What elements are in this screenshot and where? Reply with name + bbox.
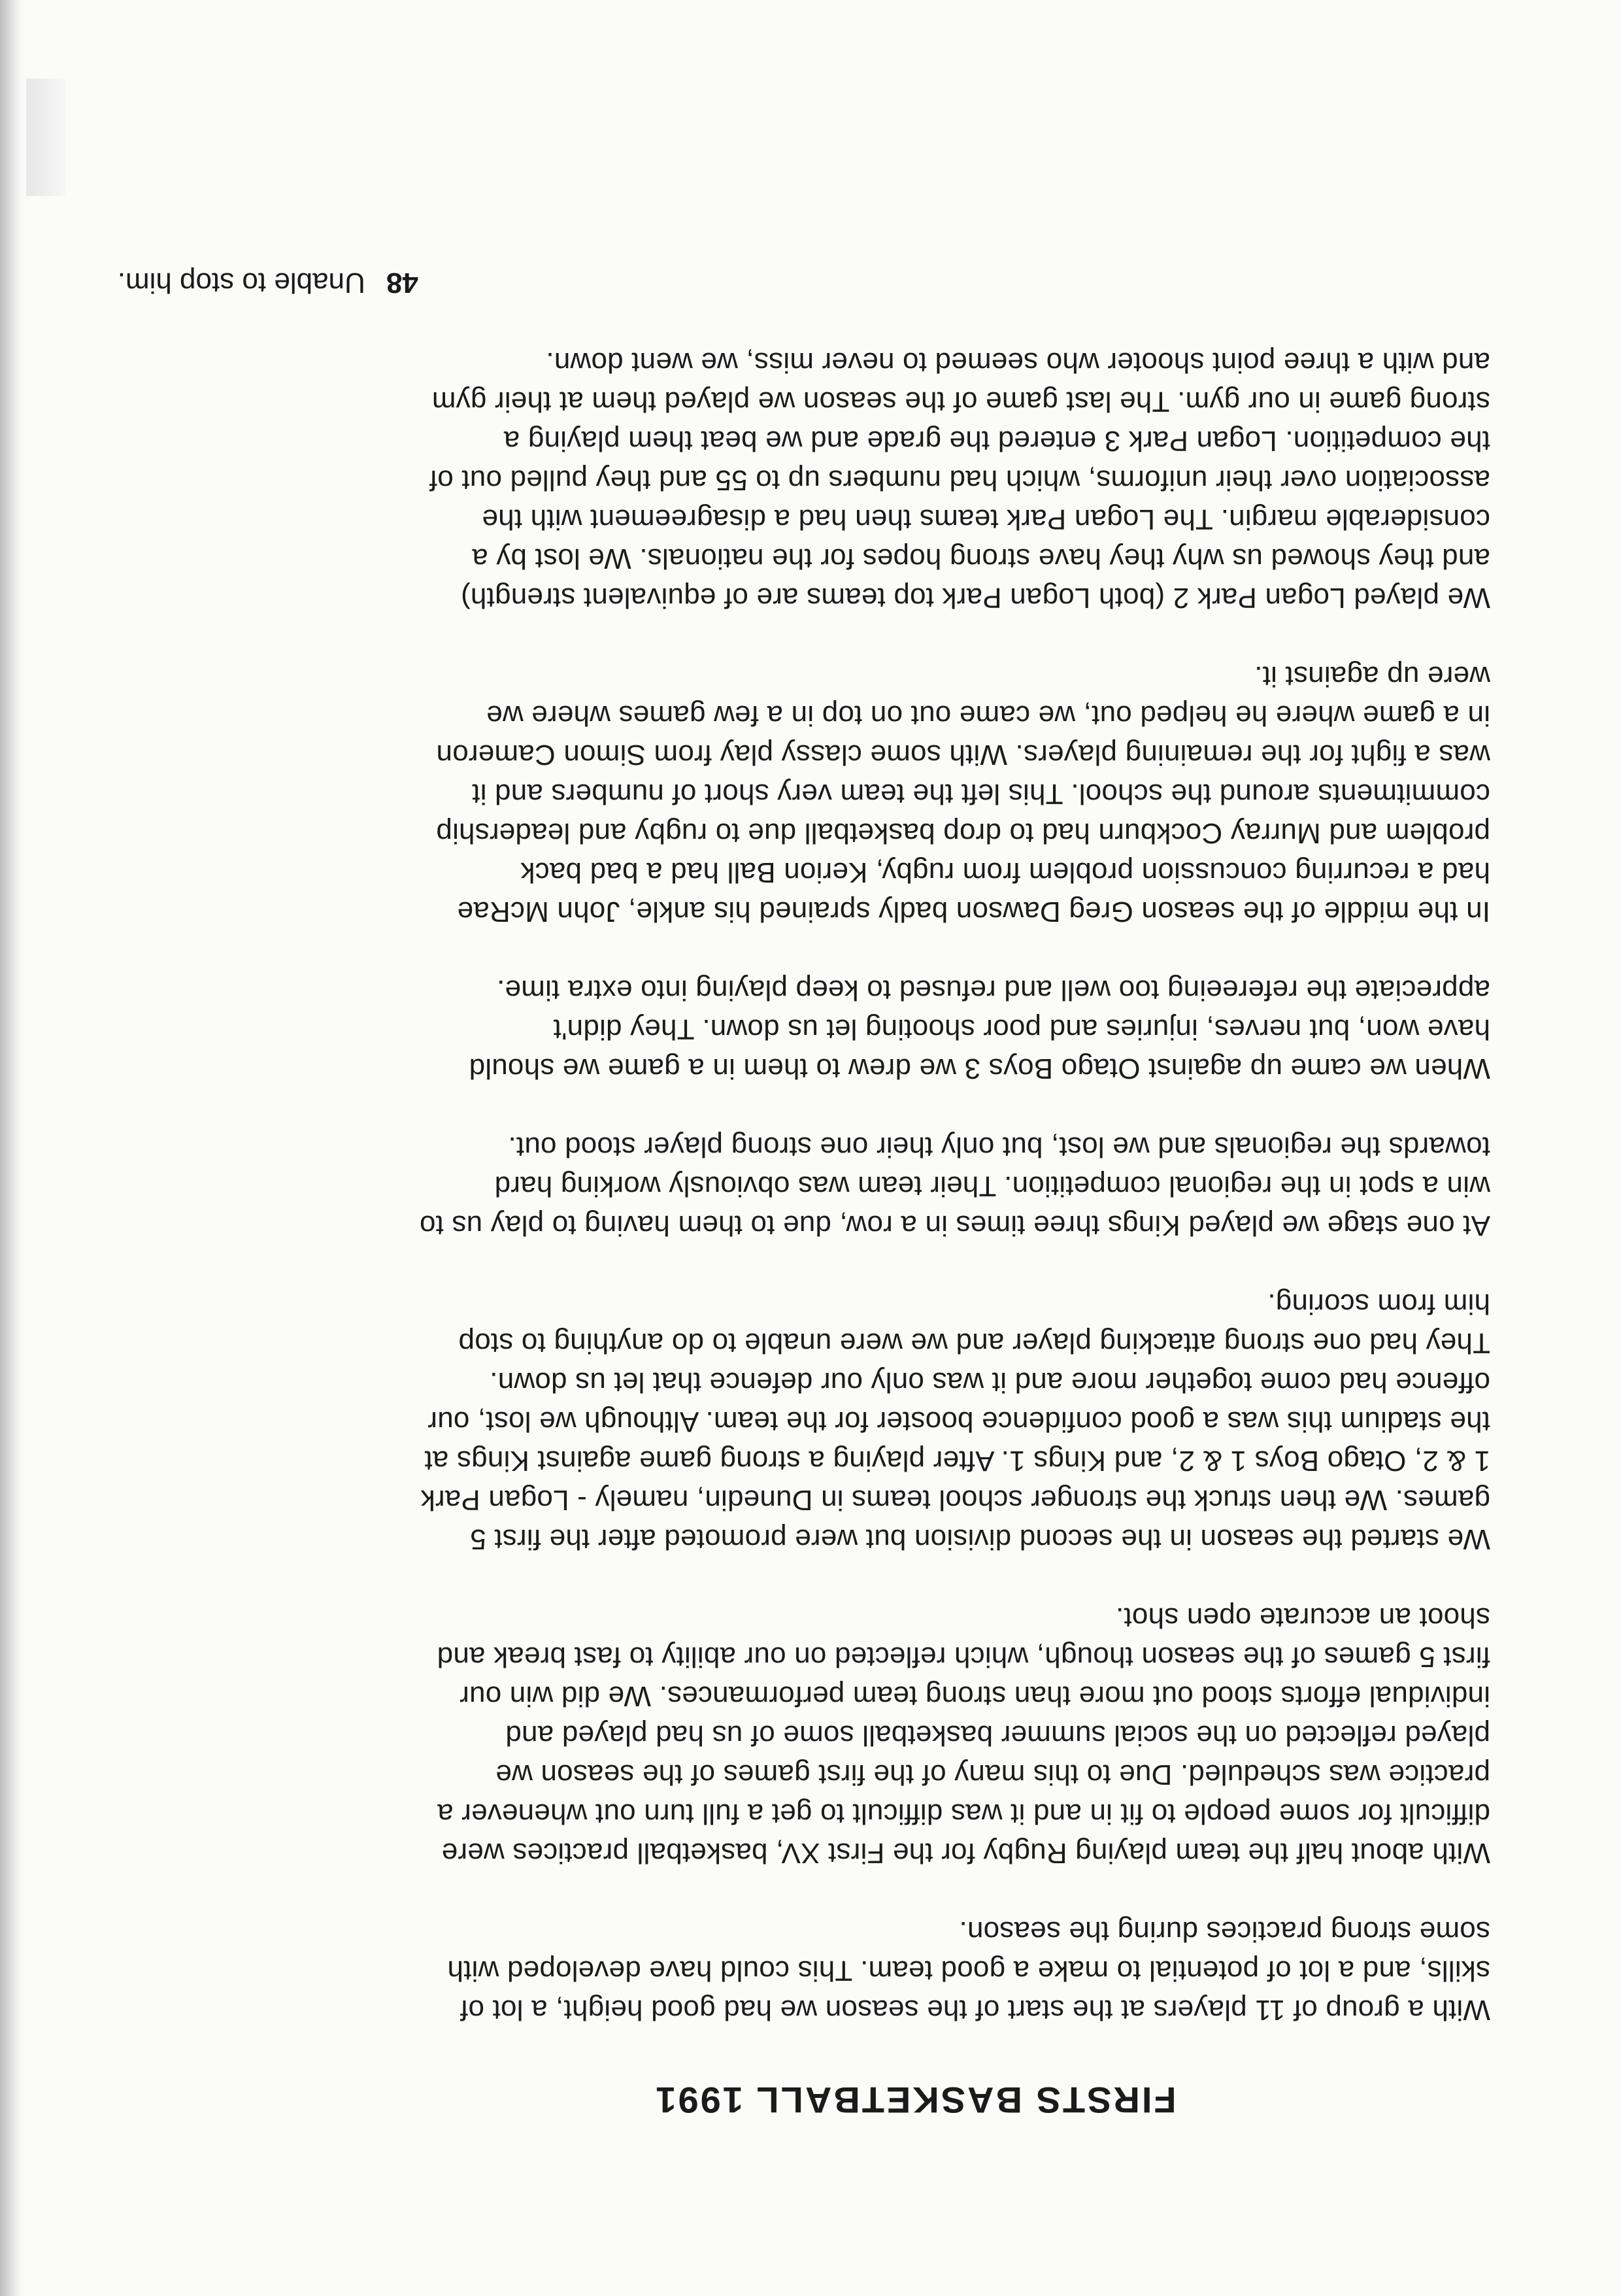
page-number: 48 [386, 267, 418, 299]
paragraph: We started the season in the second division but were promoted after the first 5 games. We then struck the stronger school teams in Dunedin, namely - Logan Park 1 & 2, Otago Boys 1 & 2, and Kings 1. After playing a strong game against Kings at the stadium this was a good confidence booster for the team. Although we lost, our offence had come together more and it was only our defence that let us down. They had one strong attacking player and we were unable to do anything to stop him from scoring. [420, 1288, 1490, 1555]
document-body [418, 303, 1490, 2119]
page-footer [118, 263, 418, 302]
paragraph: In the middle of the season Greg Dawson badly sprained his ankle, John McRae had a recurring concussion problem from rugby, Kerion Ball had a bad back problem and Murray Cockburn had to drop basketball due to rugby and leadership commitments around the school. This left the team very short of numbers and it was a fight for the remaining players. With some classy play from Simon Cameron in a game where he helped out, we came out on top in a few games where we were up against it. [436, 660, 1490, 928]
paragraph: When we came up against Otago Boys 3 we drew to them in a game we should have won, but nerves, injuries and poor shooting let us down. They didn't appreciate the refereeing too well and refused to keep playing into extra time. [469, 974, 1490, 1085]
document-title: FIRSTS BASKETBALL 1991 [654, 2080, 1177, 2121]
paragraph: We played Logan Park 2 (both Logan Park top teams are of equivalent strength) and they showed us why they have strong hopes for the nationals. We lost by a considerable margin. The Logan Park teams then had a disagreement with the association over their uniforms, which had numbers up to 55 and they pulled out of the competition. Logan Park 3 entered the grade and we beat them playing a strong game in our gym. The last game of the season we played them at their gym and with a three point shooter who seemed to never miss, we went down. [429, 346, 1490, 614]
paragraph: At one stage we played Kings three times in a row, due to them having to play us to win a spot in the regional competition. Their team was obviously working hard towards the regionals and we lost, but only their one strong player stood out. [419, 1131, 1490, 1241]
paragraph: With a group of 11 players at the start of the season we had good height, a lot of skills, and a lot of potential to make a good team. This could have developed with some strong practices during the season. [447, 1916, 1490, 2026]
paragraph: With about half the team playing Rugby for the First XV, basketball practices were difficult for some people to fit in and it was difficult to get a full turn out whenever a practice was scheduled. Due to this many of the first games of the season we played reflected on the social summer basketball some of us had played and individual efforts stood out more than strong team performances. We did win our first 5 games of the season though, which reflected on our ability to fast break and shoot an accurate open shot. [437, 1602, 1490, 1869]
footer-text: Unable to stop him. [117, 267, 365, 299]
